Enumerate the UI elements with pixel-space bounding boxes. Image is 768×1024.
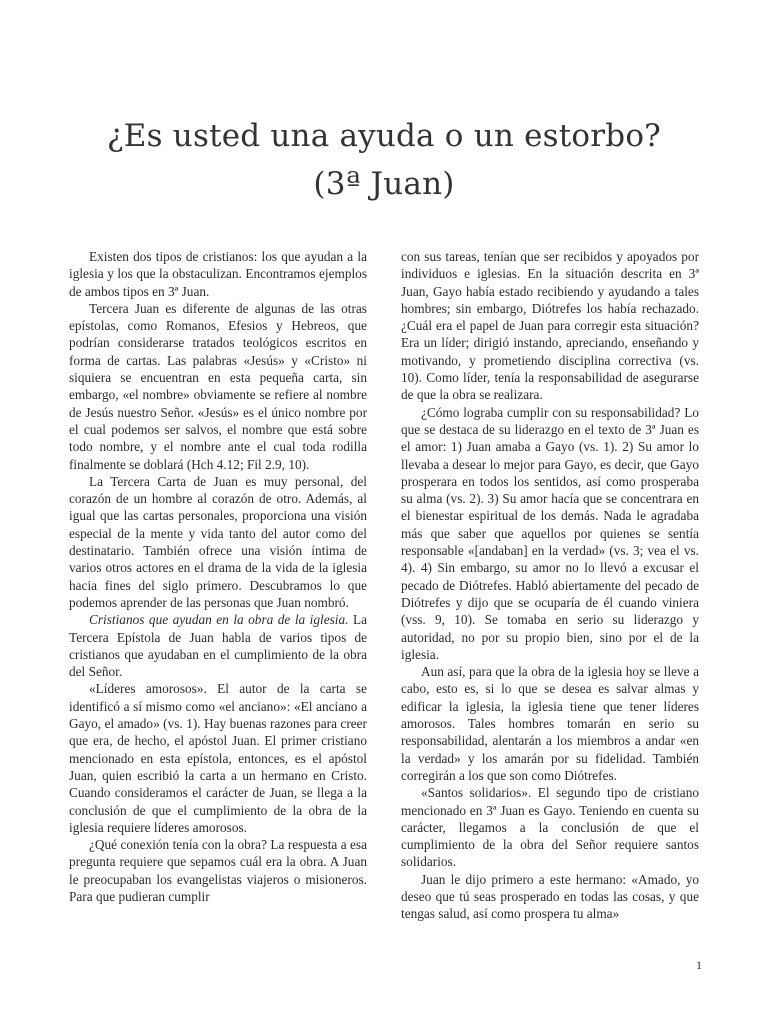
page-title: ¿Es usted una ayuda o un estorbo? xyxy=(106,118,662,154)
paragraph: ¿Qué conexión tenía con la obra? La respuesta a esa pregunta requiere que sepamos cuál era la obra. A Juan le preocupaban los evangelistas viajeros o misioneros. Para que pudieran cumplir xyxy=(69,837,367,904)
paragraph: Existen dos tipos de cristianos: los que ayudan a la iglesia y los que la obstaculizan. Encontramos ejemplos de ambos tipos en 3ª Juan. xyxy=(69,249,367,299)
paragraph-text: La Tercera Epístola de Juan habla de varios tipos de cristianos que ayudaban en el cumplimiento de la obra del Señor. xyxy=(69,612,367,680)
page-subtitle: (3ª Juan) xyxy=(313,166,455,202)
paragraph: «Santos solidarios». El segundo tipo de cristiano mencionado en 3ª Juan es Gayo. Teniendo en cuenta su carácter, llegamos a la conclusión de que el cumplimiento de la obra del Señor requiere santos solidarios. xyxy=(401,785,699,870)
right-column xyxy=(401,248,699,923)
paragraph: Aun así, para que la obra de la iglesia hoy se lleve a cabo, esto es, si lo que se desea es salvar almas y edificar la iglesia, la iglesia tiene que tener líderes amorosos. Tales hombres tomarán en serio su responsabilidad, alentarán a los miembros a andar «en la verdad» y los amarán por su fidelidad. También corregirán a los que son como Diótrefes. xyxy=(401,664,699,783)
section-heading-italic: Cristianos que ayudan en la obra de la iglesia. xyxy=(89,612,349,628)
paragraph: ¿Cómo lograba cumplir con su responsabilidad? Lo que se destaca de su liderazgo en el texto de 3ª Juan es el amor: 1) Juan amaba a Gayo (vs. 1). 2) Su amor lo llevaba a desear lo mejor para Gayo, es decir, que Gayo prosperara en todos los sentidos, así como prosperaba su alma (vs. 2). 3) Su amor hacía que se concentrara en el bienestar espiritual de los demás. Nada le agradaba más que saber que aquellos por quienes se sentía responsable «[andaban] en la verdad» (vs. 3; vea el vs. 4). 4) Sin embargo, su amor no lo llevó a excusar el pecado de Diótrefes. Habló abiertamente del pecado de Diótrefes y dijo que se ocuparía de él cuando viniera (vss. 9, 10). Se tomaba en serio su liderazgo y autoridad, no por su propio bien, sino por el de la iglesia. xyxy=(401,404,699,662)
paragraph: «Líderes amorosos». El autor de la carta se identificó a sí mismo como «el anciano»: «El anciano a Gayo, el amado» (vs. 1). Hay buenas razones para creer que era, de hecho, el apóstol Juan. El primer cristiano mencionado en esta epístola, entonces, es el apóstol Juan, quien escribió la carta a un hermano en Cristo. Cuando consideramos el carácter de Juan, se llega a la conclusión de que el cumplimiento de la obra de la iglesia requiere líderes amorosos. xyxy=(69,681,367,835)
paragraph: La Tercera Carta de Juan es muy personal, del corazón de un hombre al corazón de otro. Además, al igual que las cartas personales, proporciona una visión especial de la mente y vida tanto del autor como del destinatario. También ofrece una visión íntima de varios otros actores en el drama de la vida de la iglesia hacia fines del siglo primero. Descubramos lo que podemos aprender de las personas que Juan nombró. xyxy=(69,473,367,610)
page-number: 1 xyxy=(696,958,702,972)
paragraph: con sus tareas, tenían que ser recibidos y apoyados por individuos e iglesias. En la situación descrita en 3ª Juan, Gayo había estado recibiendo y ayudando a tales hombres; sin embargo, Diótrefes los había rechazado. ¿Cuál era el papel de Juan para corregir esta situación? Era un líder; dirigió instando, apreciando, enseñando y motivando, y prometiendo disciplina correctiva (vs. 10). Como líder, tenía la responsabilidad de asegurarse de que la obra se realizara. xyxy=(401,249,699,403)
paragraph: Tercera Juan es diferente de algunas de las otras epístolas, como Romanos, Efesios y Hebreos, que podrían considerarse tratados teológicos escritos en forma de cartas. Las palabras «Jesús» y «Cristo» ni siquiera se encuentran en esta pequeña carta, sin embargo, «el nombre» obviamente se refiere al nombre de Jesús nuestro Señor. «Jesús» es el único nombre por el cual podemos ser salvos, el nombre que está sobre todo nombre, y el nombre ante el cual toda rodilla finalmente se doblará (Hch 4.12; Fil 2.9, 10). xyxy=(69,300,367,472)
paragraph xyxy=(69,611,367,680)
left-column xyxy=(69,248,367,905)
paragraph: Juan le dijo primero a este hermano: «Amado, yo deseo que tú seas prosperado en todas las cosas, y que tengas salud, así como prospera tu alma» xyxy=(401,871,699,922)
